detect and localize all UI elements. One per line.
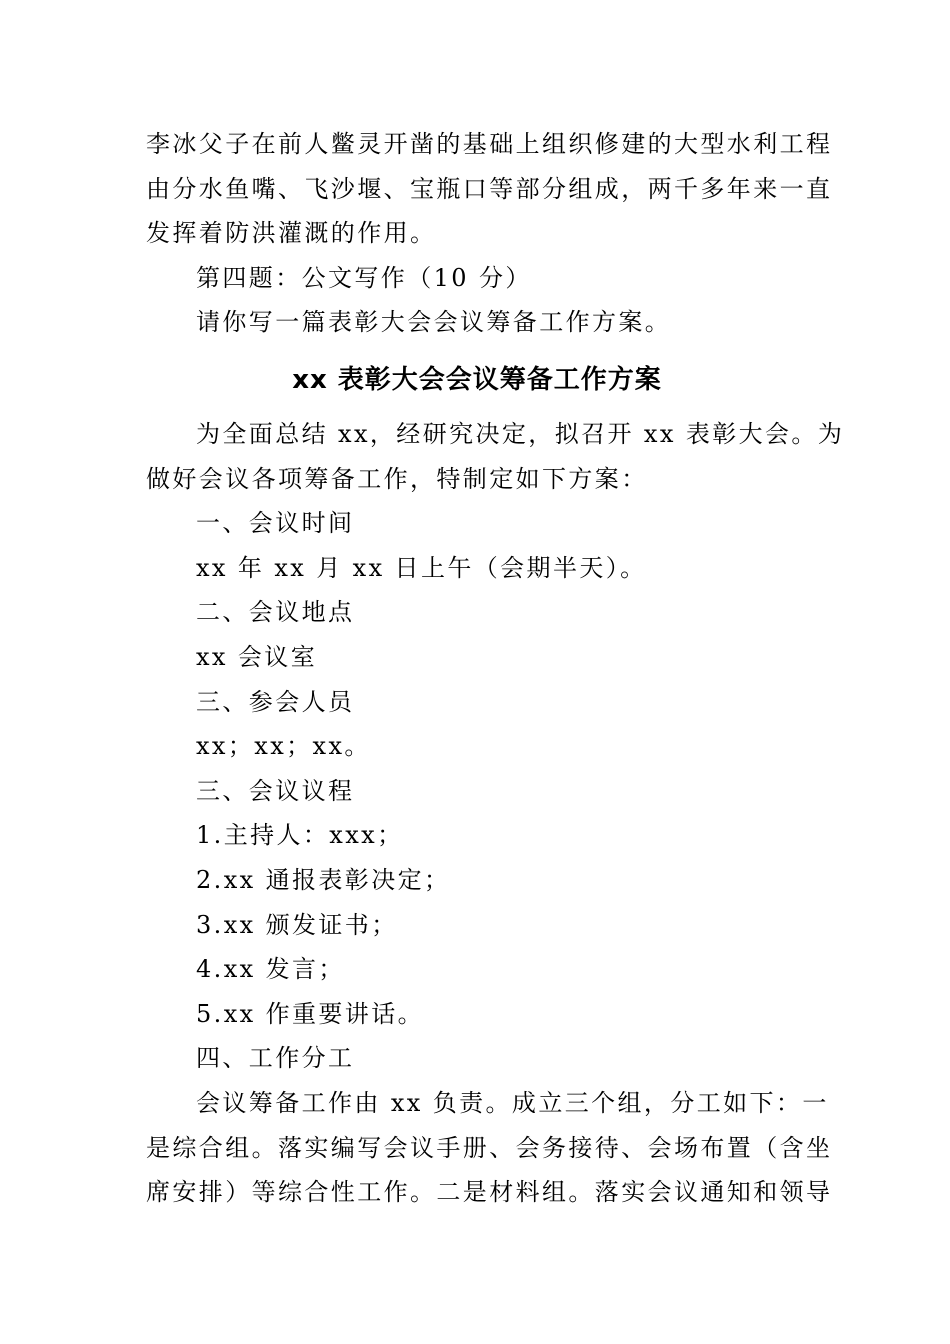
document-title: xx 表彰大会会议筹备工作方案 bbox=[292, 365, 662, 395]
question-heading: 第四题：公文写作（10 分） bbox=[196, 263, 532, 292]
agenda-item: 4.xx 发言； bbox=[196, 955, 345, 984]
section-place-body: xx 会议室 bbox=[196, 642, 318, 671]
division-line-3: 席安排）等综合性工作。二是材料组。落实会议通知和领导 bbox=[146, 1178, 833, 1207]
section-agenda-heading: 三、会议议程 bbox=[196, 776, 355, 805]
section-attendees-heading: 三、参会人员 bbox=[196, 687, 355, 716]
section-place-heading: 二、会议地点 bbox=[196, 598, 355, 627]
agenda-item: 1.主持人：xxx； bbox=[196, 821, 404, 850]
section-division-heading: 四、工作分工 bbox=[196, 1044, 355, 1073]
section-time-heading: 一、会议时间 bbox=[196, 509, 355, 538]
preamble-line-2: 做好会议各项筹备工作，特制定如下方案： bbox=[146, 464, 648, 493]
section-time-body: xx 年 xx 月 xx 日上午（会期半天）。 bbox=[196, 553, 647, 582]
preamble-line-1: 为全面总结 xx，经研究决定，拟召开 xx 表彰大会。为 bbox=[196, 420, 845, 448]
intro-line-3: 发挥着防洪灌溉的作用。 bbox=[146, 219, 437, 248]
document-body bbox=[146, 412, 845, 1215]
division-line-1: 会议筹备工作由 xx 负责。成立三个组，分工如下：一 bbox=[196, 1088, 829, 1117]
division-line-2: 是综合组。落实编写会议手册、会务接待、会场布置（含坐 bbox=[146, 1133, 833, 1162]
agenda-item: 2.xx 通报表彰决定； bbox=[196, 865, 451, 894]
agenda-item: 5.xx 作重要讲话。 bbox=[196, 999, 424, 1028]
intro-section bbox=[146, 122, 833, 345]
intro-line-1: 李冰父子在前人鳖灵开凿的基础上组织修建的大型水利工程 bbox=[146, 130, 833, 158]
question-prompt: 请你写一篇表彰大会会议筹备工作方案。 bbox=[196, 308, 672, 337]
section-attendees-body: xx；xx；xx。 bbox=[196, 732, 371, 761]
intro-line-2: 由分水鱼嘴、飞沙堰、宝瓶口等部分组成，两千多年来一直 bbox=[146, 174, 833, 203]
agenda-item: 3.xx 颁发证书； bbox=[196, 910, 398, 939]
